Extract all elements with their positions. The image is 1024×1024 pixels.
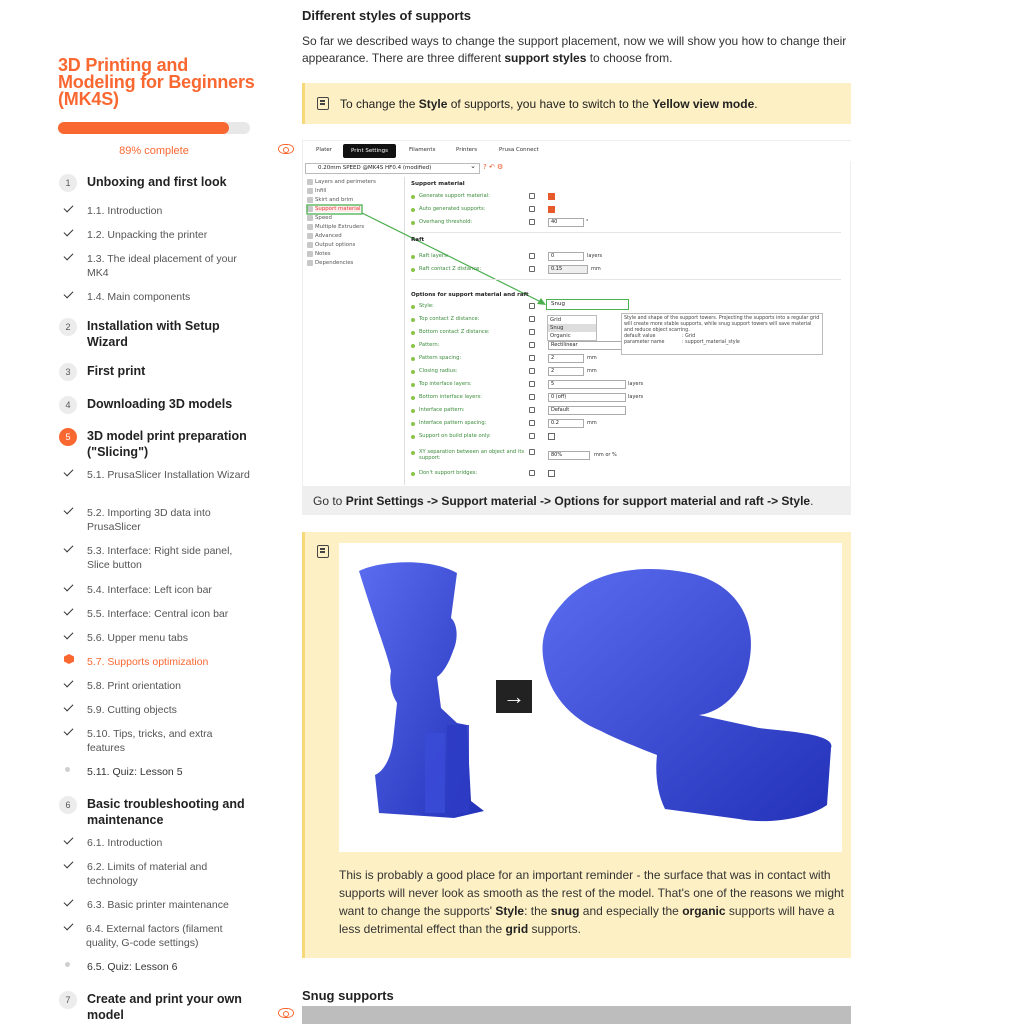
setting-label: Auto generated supports: [419,206,486,212]
setting-unit: layers [587,253,603,259]
lesson-label: 5.3. Interface: Right side panel, Slice button [87,545,233,571]
preset-select: 0.20mm SPEED @MK4S HF0.4 (modified) ⌄ [305,163,480,174]
chapter-label: Basic troubleshooting and maintenance [87,797,245,827]
lock-icon [529,381,535,387]
lock-icon [529,433,535,439]
tab-print-settings: Print Settings [343,144,396,158]
check-icon [62,677,74,689]
tab-printers: Printers [456,147,478,153]
setting-label: Raft contact Z distance: [419,266,482,272]
setting-unit: mm [591,266,601,272]
lesson-label: 5.10. Tips, tricks, and extra features [87,728,213,754]
setting-unit: mm [587,420,597,426]
chapter-label: First print [87,364,146,378]
chapter-number-badge: 5 [59,428,77,446]
note-text-part: . [754,97,758,111]
eye-icon[interactable] [278,144,294,154]
check-icon [62,466,74,478]
course-sidebar [58,0,258,1024]
section-title: Support material [411,181,465,187]
lock-icon [529,407,535,413]
lesson-label: 6.2. Limits of material and technology [87,861,208,887]
bust-models-illustration [339,543,842,852]
reminder-text: : the [524,904,551,918]
note-icon [317,97,329,110]
lesson-label: 1.3. The ideal placement of your MK4 [87,253,237,279]
section-title: Options for support material and raft [411,292,529,298]
check-icon [62,288,74,300]
tooltip-value: : support_material_style [682,340,740,345]
setting-row [411,253,841,262]
setting-value: 0.15 [548,265,588,274]
setting-label: XY separation between an object and its support: [419,449,525,461]
lesson-label: 5.6. Upper menu tabs [87,632,188,644]
chapter-number-badge: 3 [59,363,77,381]
tooltip-param [624,340,820,346]
tree-item: Dependencies [315,260,354,266]
tree-item: Multiple Extruders [315,224,365,230]
lesson-label: 5.5. Interface: Central icon bar [87,608,229,620]
setting-label: Generate support material: [419,193,490,199]
setting-row [411,420,841,429]
lesson-label: 1.4. Main components [87,291,191,303]
checkbox [548,206,555,213]
check-icon [62,701,74,713]
intro-text: So far we described ways to change the support placement, now we will show you how to change their appearance. There are three different [302,34,847,65]
setting-value: 0.2 [548,419,584,428]
setting-value: Rectilinear [548,341,626,350]
caption-path: Print Settings -> Support material -> Options for support material and raft -> Style [345,494,811,508]
section-title: Raft [411,237,425,243]
pending-dot-icon [65,767,70,772]
setting-unit: ° [586,219,589,225]
chapter-label: Unboxing and first look [87,175,227,189]
setting-value: 0 [548,252,584,261]
model-comparison-image [339,543,842,852]
tab-filaments: Filaments [409,147,436,153]
setting-row [411,449,841,463]
lesson-label: 6.1. Introduction [87,837,163,849]
setting-label: Don't support bridges: [419,470,478,476]
setting-row [411,433,841,442]
note-text-part: of supports, you have to switch to the [447,97,653,111]
setting-row [411,219,841,228]
lock-icon [529,303,535,309]
section-heading-snug: Snug supports [302,988,394,1003]
reminder-text: supports will have a less detrimental effect than the [339,904,835,936]
prusaslicer-screenshot [302,140,851,487]
lock-icon [529,253,535,259]
setting-label: Interface pattern: [419,407,465,413]
setting-label: Bottom contact Z distance: [419,329,490,335]
lesson-label: 5.1. PrusaSlicer Installation Wizard [87,469,250,481]
reminder-bold: organic [682,904,726,918]
setting-label: Top interface layers: [419,381,472,387]
style-dropdown-list [547,315,597,341]
view-mode-note [302,83,851,124]
lock-icon [529,193,535,199]
style-select-highlighted: Snug [546,299,629,310]
reminder-text: This is probably a good place for an important reminder - the surface that was in contact with supports will never look as smooth as the rest of the model. That's one of the reasons we might want to change the supports' [339,868,844,918]
tree-item-selected: Support material [315,206,361,212]
screenshot-caption [302,487,851,515]
tooltip-key: parameter name [624,340,665,345]
chapter-label: 3D model print preparation ("Slicing") [87,429,247,459]
chapter-number-badge: 1 [59,174,77,192]
lock-icon [529,449,535,455]
setting-row [411,368,841,377]
setting-value: 5 [548,380,626,389]
chapter-label: Downloading 3D models [87,397,233,411]
lock-icon [529,342,535,348]
setting-row [411,394,841,403]
tree-item: Speed [315,215,332,221]
tooltip-key: default value [624,334,656,339]
course-progress-fill [58,122,229,134]
setting-unit: layers [628,381,644,387]
chapter-number-badge: 4 [59,396,77,414]
note-bold: Yellow view mode [652,97,755,111]
check-icon [62,202,74,214]
note-text-part: To change the [340,97,419,111]
setting-label: Pattern: [419,342,440,348]
lock-icon [529,420,535,426]
course-title[interactable]: 3D Printing and Modeling for Beginners (MK4S) [58,55,255,109]
dropdown-option-selected: Snug [548,324,596,332]
setting-unit: mm [587,368,597,374]
setting-value: 80% [548,451,590,460]
style-tooltip [621,313,823,355]
setting-unit: mm or % [594,452,617,458]
dropdown-option: Organic [550,333,571,339]
tree-item: Notes [315,251,331,257]
check-icon [62,858,74,870]
next-image-placeholder [302,1006,851,1024]
chapter-label: Installation with Setup Wizard [87,319,220,349]
tree-item: Advanced [315,233,342,239]
tree-item: Layers and perimeters [315,179,376,185]
setting-row [411,470,841,479]
tree-item: Skirt and brim [315,197,354,203]
note-text [340,97,758,111]
reminder-bold: Style [495,904,525,918]
caption-text: Go to [313,494,346,508]
check-icon [62,629,74,641]
checkbox [548,193,555,200]
setting-value: Default [548,406,626,415]
caption-text: . [810,494,814,508]
reminder-paragraph [339,866,844,938]
check-icon [62,896,74,908]
chapter-number-badge: 7 [59,991,77,1009]
lock-icon [529,394,535,400]
lesson-label: 6.4. External factors (filament quality, G-code settings) [86,923,223,949]
reminder-box [302,532,851,958]
course-progress-label: 89% complete [119,145,189,157]
setting-label: Support on build plate only: [419,433,491,439]
setting-value: 2 [548,354,584,363]
lesson-label: 6.3. Basic printer maintenance [87,899,229,911]
tree-item: Output options [315,242,356,248]
setting-unit: layers [628,394,644,400]
lesson-label: 5.4. Interface: Left icon bar [87,584,212,596]
setting-label: Top contact Z distance: [419,316,480,322]
arrow-right-icon: → [496,680,532,713]
section-heading: Different styles of supports [302,8,472,23]
lock-icon [529,266,535,272]
check-icon [62,542,74,554]
setting-row [411,193,841,202]
setting-row [411,381,841,390]
lesson-label: 1.2. Unpacking the printer [87,229,208,241]
check-icon [62,605,74,617]
setting-label: Raft layers: [419,253,449,259]
setting-row [411,355,841,364]
lock-icon [529,329,535,335]
intro-text: to choose from. [586,51,673,65]
note-icon [317,545,329,558]
lesson-label: 6.5. Quiz: Lesson 6 [87,961,178,973]
eye-icon[interactable] [278,1008,294,1018]
check-icon [62,834,74,846]
check-icon [62,725,74,737]
tab-prusa-connect: Prusa Connect [499,147,539,153]
setting-label: Pattern spacing: [419,355,462,361]
lesson-label: 5.9. Cutting objects [87,704,177,716]
lesson-label: 1.1. Introduction [87,205,163,217]
chapter-label: Create and print your own model [87,992,242,1022]
tooltip-text: Style and shape of the support towers. Projecting the supports into a regular grid will create more stable supports, while snug support towers will save material and reduce object scarring. [624,316,820,333]
divider [411,232,841,233]
preset-icons: ? ↶ ⚙ [483,163,504,171]
lock-icon [529,206,535,212]
checkbox [548,433,555,440]
setting-unit: mm [587,355,597,361]
lock-icon [529,316,535,322]
note-bold: Style [418,97,448,111]
lock-icon [529,219,535,225]
setting-row [411,407,841,416]
check-icon [62,250,74,262]
chapter-number-badge: 2 [59,318,77,336]
intro-paragraph [302,33,847,67]
setting-label: Bottom interface layers: [419,394,482,400]
dropdown-option: Grid [550,317,562,323]
check-icon [62,581,74,593]
checkbox [548,470,555,477]
chapter-number-badge: 6 [59,796,77,814]
reminder-text: and especially the [579,904,683,918]
intro-bold: support styles [504,51,587,65]
lock-icon [529,355,535,361]
tree-item: Infill [315,188,327,194]
current-lesson-icon [64,654,74,664]
tab-plater: Plater [316,147,333,153]
reminder-bold: grid [505,922,529,936]
reminder-bold: snug [550,904,580,918]
course-progress-bar [58,122,250,134]
lesson-label: 5.11. Quiz: Lesson 5 [87,766,183,778]
setting-value: 0 (off) [548,393,626,402]
lesson-label: 5.8. Print orientation [87,680,181,692]
setting-value: 40 [548,218,584,227]
setting-label: Interface pattern spacing: [419,420,487,426]
divider [411,279,841,280]
check-icon [62,504,74,516]
check-icon [62,226,74,238]
setting-label: Style: [419,303,434,309]
reminder-text: supports. [528,922,581,936]
lock-icon [529,368,535,374]
tooltip-value: : Grid [682,334,696,339]
setting-row [411,206,841,215]
setting-label: Closing radius: [419,368,458,374]
lock-icon [529,470,535,476]
setting-label: Overhang threshold: [419,219,473,225]
lesson-label: 5.7. Supports optimization [87,656,209,668]
check-icon [62,920,74,932]
pending-dot-icon [65,962,70,967]
setting-row [411,266,841,275]
lesson-label: 5.2. Importing 3D data into PrusaSlicer [87,507,211,533]
setting-value: 2 [548,367,584,376]
